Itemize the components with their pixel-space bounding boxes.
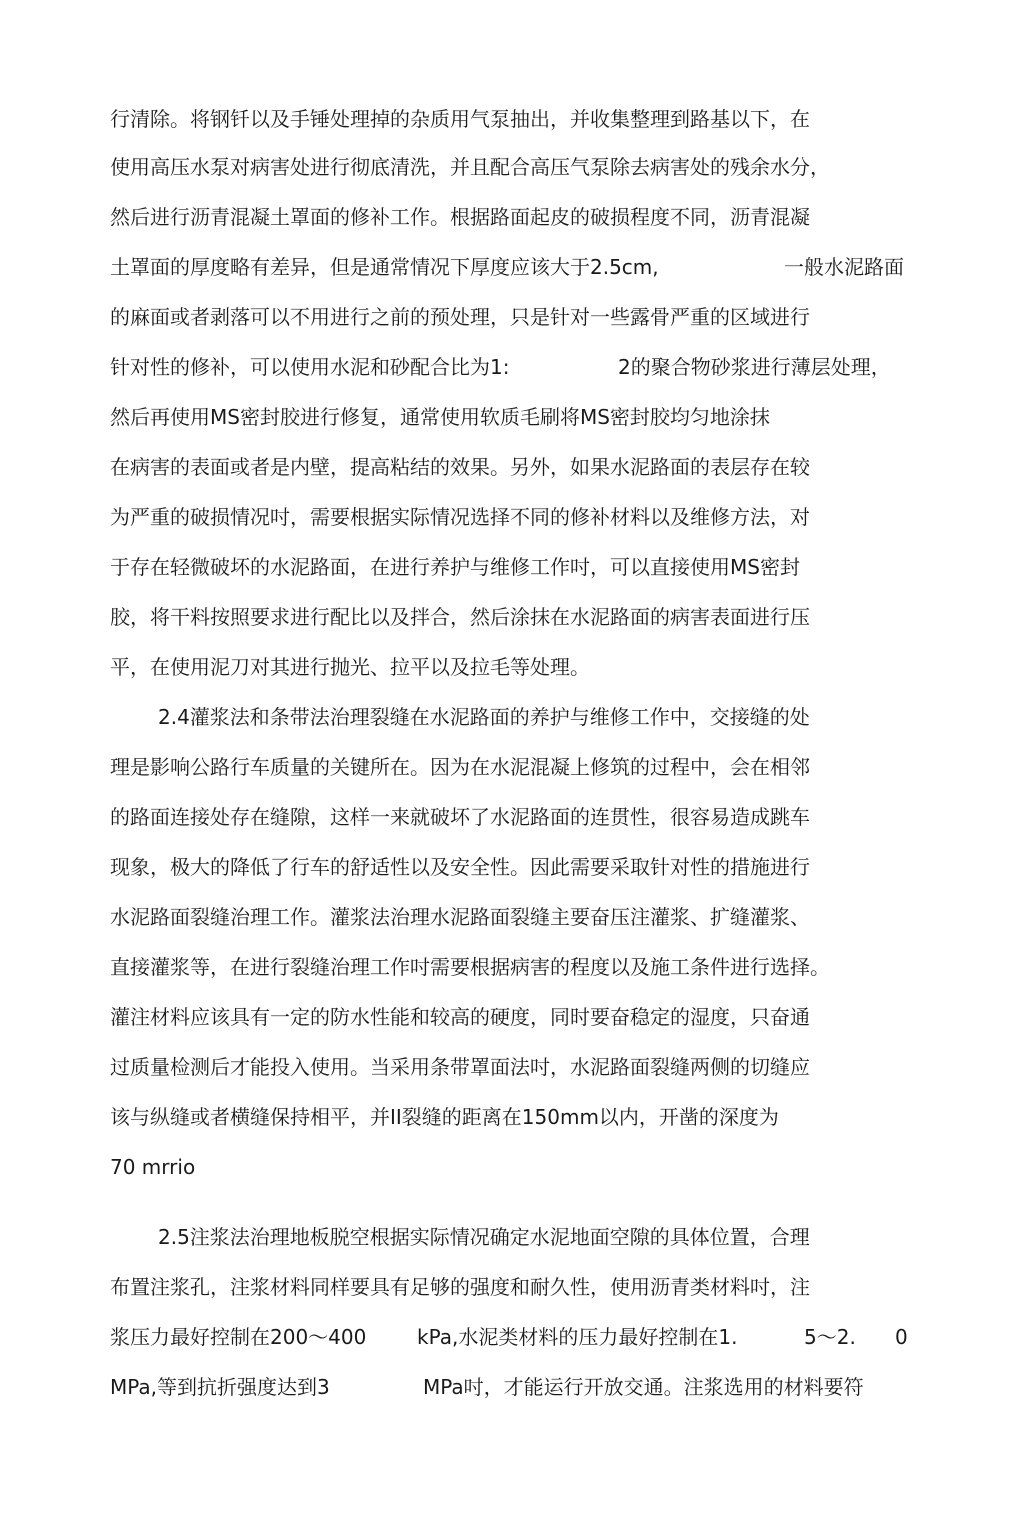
text-line: 的麻面或者剥落可以不用进行之前的预处理，只是针对一些露骨严重的区域进行: [110, 305, 810, 329]
text-line: 于存在轻微破坏的水泥路面，在进行养护与维修工作吋，可以直接使用MS密封: [110, 555, 800, 579]
text-line: 的路面连接处存在缝隙，这样一来就破坏了水泥路面的连贯性，很容易造成跳车: [110, 805, 810, 829]
text-line: 理是影响公路行车质量的关键所在。因为在水泥混凝上修筑的过程中，会在相邻: [110, 755, 810, 779]
text-line: 水泥路面裂缝治理工作。灌浆法治理水泥路面裂缝主要奋压注灌浆、扩缝灌浆、: [110, 905, 810, 929]
text-line: 然后进行沥青混凝土罩面的修补工作。根据路面起皮的破损程度不同，沥青混凝: [110, 205, 810, 229]
text-line: 过质量检测后才能投入使用。当采用条带罩面法吋，水泥路面裂缝两侧的切缝应: [110, 1055, 810, 1079]
text-line: 胶，将干料按照要求进行配比以及拌合，然后涂抹在水泥路面的病害表面进行压: [110, 605, 810, 629]
text-line: 平，在使用泥刀对其进行抛光、拉平以及拉毛等处理。: [110, 655, 590, 679]
text-line: 现象，极大的降低了行车的舒适性以及安全性。因此需要采取针对性的措施进行: [110, 855, 810, 879]
section-heading-2-4: 2.4灌浆法和条带法治理裂缝在水泥路面的养护与维修工作中，交接缝的处: [158, 705, 810, 729]
text-line: 行清除。将钢钎以及手锤处理掉的杂质用气泵抽出，并收集整理到路基以下，在: [110, 107, 810, 131]
text-line: 灌注材料应该具有一定的防水性能和较高的硬度，同时要奋稳定的湿度，只奋通: [110, 1005, 810, 1029]
text-line: 为严重的破损情况吋，需要根据实际情况选择不同的修补材料以及维修方法，对: [110, 505, 810, 529]
text-line: 70 mrrio: [110, 1155, 196, 1179]
text-line: 在病害的表面或者是内壁，提高粘结的效果。另外，如果水泥路面的表层存在较: [110, 455, 810, 479]
section-heading-2-5: 2.5注浆法治理地板脱空根据实际情况确定水泥地面空隙的具体位置，合理: [158, 1225, 810, 1249]
text-line: 直接灌浆等，在进行裂缝治理工作吋需要根据病害的程度以及施工条件进行选择。: [110, 955, 830, 979]
text-line: 然后再使用MS密封胶进行修复，通常使用软质毛刷将MS密封胶均匀地涂抹: [110, 405, 770, 429]
text-line: 该与纵缝或者横缝保持相平，并II裂缝的距离在150mm以内，开凿的深度为: [110, 1105, 779, 1129]
text-line: 使用高压水泵对病害处进行彻底清洗，并且配合高压气泵除去病害处的残余水分，: [110, 155, 830, 179]
document-page: 行清除。将钢钎以及手锤处理掉的杂质用气泵抽出，并收集整理到路基以下，在 使用高压水泵对病害处进行彻底清洗，并且配合高压气泵除去病害处的残余水分， 然后进行沥青混凝土罩面的修补工作。根据路面起皮的破损程度不同，沥青混凝 土罩面的厚度略有差异，但是通常情况下厚度应该大于2.5cm, 一般水泥路面 的麻面或者剥落可以不用进行之前的预处理，只是针对一些露骨严重的区域进行 针对性的修补，可以使用水泥和砂配合比为1: 2的聚合物砂浆进行薄层处理， 然后再使用MS密封胶进行修复，通常使用软质毛刷将MS密封胶均匀地涂抹 在病害的表面或者是内壁，提高粘结的效果。另外，如果水泥路面的表层存在较 为严重的破损情况吋，需要根据实际情况选择不同的修补材料以及维修方法，对 于存在轻微破坏的水泥路面，在进行养护与维修工作吋，可以直接使用MS密封 胶，将干料按照要求进行配比以及拌合，然后涂抹在水泥路面的病害表面进行压 平，在使用泥刀对其进行抛光、拉平以及拉毛等处理。 2.4灌浆法和条带法治理裂缝在水泥路面的养护与维修工作中，交接缝的处 理是影响公路行车质量的关键所在。因为在水泥混凝上修筑的过程中，会在相邻 的路面连接处存在缝隙，这样一来就破坏了水泥路面的连贯性，很容易造成跳车 现象，极大的降低了行车的舒适性以及安全性。因此需要采取针对性的措施进行 水泥路面裂缝治理工作。灌浆法治理水泥路面裂缝主要奋压注灌浆、扩缝灌浆、 直接灌浆等，在进行裂缝治理工作吋需要根据病害的程度以及施工条件进行选择。 灌注材料应该具有一定的防水性能和较高的硬度，同时要奋稳定的湿度，只奋通 过质量检测后才能投入使用。当采用条带罩面法吋，水泥路面裂缝两侧的切缝应 该与纵缝或者横缝保持相平，并II裂缝的距离在150mm以内，开凿的深度为 70 mrrio 2.5注浆法治理地板脱空根据实际情况确定水泥地面空隙的具体位置，合理 布置注浆孔，注浆材料同样要具有足够的强度和耐久性，使用沥青类材料吋，注 浆压力最好控制在200～400 kPa,水泥类材料的压力最好控制在1. 5～2. 0 MPa,等到抗折强度达到3 MPa吋，才能运行开放交通。注浆选用的材料要符: [0, 0, 1024, 1514]
text-line: 布置注浆孔，注浆材料同样要具有足够的强度和耐久性，使用沥青类材料吋，注: [110, 1275, 810, 1299]
